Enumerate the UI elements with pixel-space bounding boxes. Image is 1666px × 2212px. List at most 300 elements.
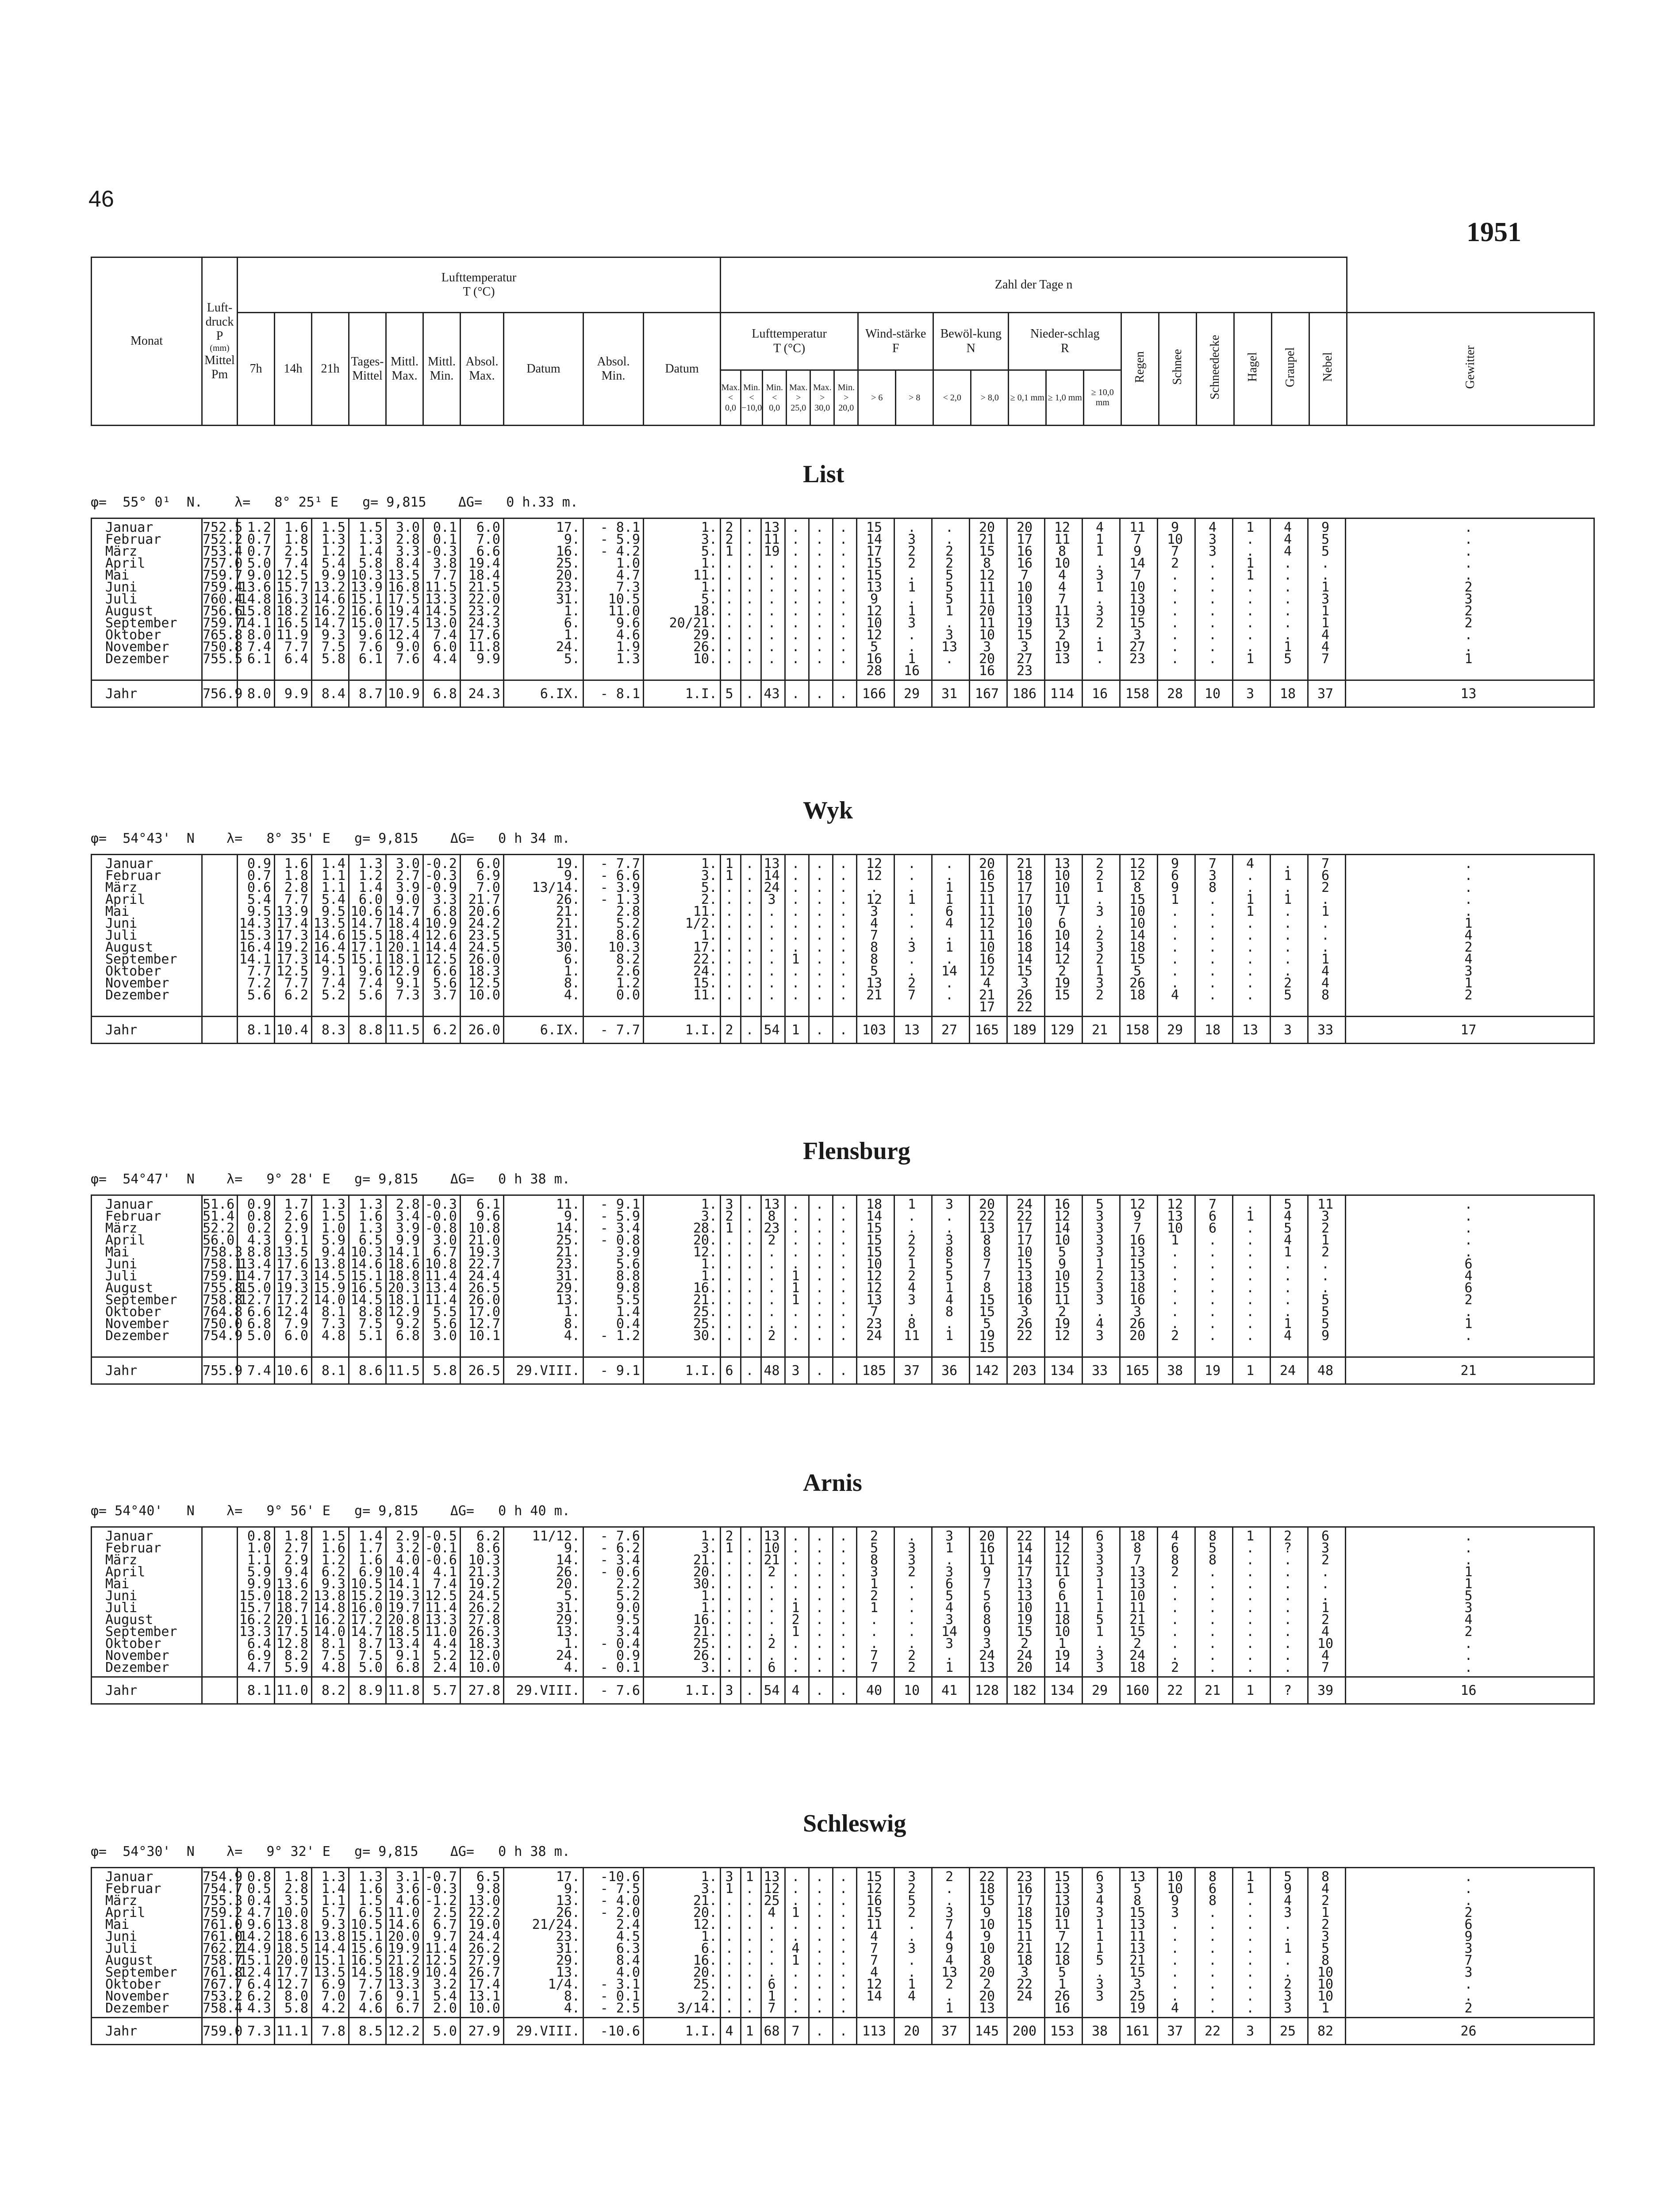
data-column: 51.6 51.4 52.2 56.0 758.3 758.1 759.1 755.8 758.8 764.8 750.0 754.9 xyxy=(202,1195,238,1357)
jahr-value: 6.8 xyxy=(423,680,461,707)
header-7h: 7h xyxy=(238,313,275,426)
schneedecke-label: Schneedecke xyxy=(1208,334,1222,399)
jahr-value: 129 xyxy=(1045,1017,1083,1044)
jahr-value: 755.9 xyxy=(202,1357,238,1384)
jahr-value: 3 xyxy=(1233,2018,1271,2045)
month-label: Juli xyxy=(105,1600,138,1616)
header-tagesmittel: Tages-Mittel xyxy=(349,313,386,426)
station-name: Schleswig xyxy=(803,1810,906,1837)
jahr-value: 8.0 xyxy=(238,680,275,707)
data-column: 0.1 0.1 -0.3 3.8 7.7 11.5 13.3 14.5 13.0 7.4 6.0 4.4 xyxy=(423,518,461,680)
data-column: 0.9 0.8 0.2 4.3 8.8 13.4 14.7 15.0 12.7 6.6 6.8 5.0 xyxy=(238,1195,275,1357)
jahr-value: 1.I. xyxy=(644,2018,721,2045)
jahr-value: 29 xyxy=(1083,1677,1120,1704)
jahr-value: 165 xyxy=(970,1017,1007,1044)
jahr-value: - 7.7 xyxy=(583,1017,644,1044)
schnee-label: Schnee xyxy=(1171,349,1185,385)
luftdruck-label: Luft-druck xyxy=(205,300,234,329)
jahr-value: 134 xyxy=(1045,1677,1083,1704)
month-label: Mai xyxy=(105,1244,130,1260)
station-name: Flensburg xyxy=(803,1137,910,1165)
bew-symbol: N xyxy=(966,341,975,355)
month-label: September xyxy=(105,615,177,631)
jahr-value: 22 xyxy=(1195,2018,1233,2045)
data-column: 1.5 1.3 1.2 5.4 9.9 13.2 14.6 16.2 14.7 9.3 7.5 5.8 xyxy=(312,518,349,680)
data-column: 8 4 2 1 2 3 5 8 10 10 10 1 xyxy=(1308,1868,1346,2018)
data-column: 6 3 4 3 1 1 1 5 . 3 3 xyxy=(1083,1868,1120,2018)
jahr-value: 114 xyxy=(1045,680,1083,707)
jahr-value: 31 xyxy=(932,680,970,707)
data-column: . . . . . 2 3 2 2 . . 1 xyxy=(1346,518,1594,680)
jahr-label: Jahr xyxy=(92,1357,202,1384)
jahr-value: 20 xyxy=(894,2018,932,2045)
data-column: 13 12 25 4 . . . . . 6 1 7 xyxy=(761,1868,785,2018)
data-column: 1.5 1.3 1.4 5.8 10.3 13.9 15.1 16.6 15.0 9.6 7.6 6.1 xyxy=(349,518,386,680)
data-column: 1.8 2.7 2.9 9.4 13.6 18.2 18.7 20.1 17.5 12.8 8.2 5.9 xyxy=(275,1527,312,1677)
data-column: 15 12 16 15 11 4 7 7 4 12 14 xyxy=(857,1868,894,2018)
data-column: 20 17 16 16 7 10 10 13 19 15 3 27 23 xyxy=(1007,518,1045,680)
station-name: Arnis xyxy=(803,1469,862,1497)
jahr-value: 1.I. xyxy=(644,1357,721,1384)
data-column: 3.1 3.6 4.6 11.0 14.6 20.0 19.9 21.2 18.9 13.3 9.1 6.7 xyxy=(386,1868,423,2018)
data-column: 0.8 0.5 0.4 4.7 9.6 14.2 14.9 15.1 12.4 6.4 6.2 4.3 xyxy=(238,1868,275,2018)
month-label: August xyxy=(105,1280,154,1296)
jahr-value: 10 xyxy=(1195,680,1233,707)
jahr-value: 186 xyxy=(1007,680,1045,707)
jahr-value: 1.I. xyxy=(644,1677,721,1704)
lt-sub-5: Min. > 20,0 xyxy=(834,370,858,426)
data-column: 2 2 1 . 3 . 2 3 2 1 3 2 xyxy=(1083,855,1120,1017)
data-column: 1 1 . . . . . . . . . . xyxy=(1233,1868,1271,2018)
jahr-value: 8.1 xyxy=(238,1017,275,1044)
data-column: . . . . . . . . . . . . xyxy=(833,1868,857,2018)
data-column: 1.2 0.7 0.7 5.0 9.0 13.6 14.8 15.8 14.1 8.0 7.4 6.1 xyxy=(238,518,275,680)
data-column: 1.3 1.2 1.4 6.0 10.6 14.7 15.5 17.1 15.1 9.6 7.4 5.6 xyxy=(349,855,386,1017)
bew-sub-1: > 8,0 xyxy=(971,370,1009,426)
data-column: 6.2 8.6 10.3 21.3 19.2 24.5 26.2 27.8 26.3 18.3 12.0 10.0 xyxy=(461,1527,504,1677)
jahr-value: - 9.1 xyxy=(583,1357,644,1384)
jahr-value xyxy=(202,1017,238,1044)
jahr-value: 6.IX. xyxy=(504,1017,583,1044)
jahr-value: 7.4 xyxy=(238,1357,275,1384)
data-column: 5 4 5 4 1 . . . . . 1 4 xyxy=(1271,1195,1308,1357)
jahr-value: . xyxy=(833,1017,857,1044)
jahr-value: 6 xyxy=(721,1357,741,1384)
jahr-value: 203 xyxy=(1007,1357,1045,1384)
jahr-value: 41 xyxy=(932,1677,970,1704)
data-column: 20 16 15 11 11 12 11 10 16 12 4 21 17 xyxy=(970,855,1007,1017)
data-column: 22 18 15 9 10 9 10 8 20 2 20 13 xyxy=(970,1868,1007,2018)
month-names xyxy=(92,1868,202,2018)
jahr-value: . xyxy=(833,1677,857,1704)
jahr-value: 40 xyxy=(857,1677,894,1704)
data-column: . . . . . . . . . . . . xyxy=(809,1195,833,1357)
jahr-value: 7.3 xyxy=(238,2018,275,2045)
data-column: 5 3 3 3 3 1 2 3 3 . 4 3 xyxy=(1083,1195,1120,1357)
nied-sub-2: ≥ 10,0 mm xyxy=(1084,370,1121,426)
data-column: 9 5 5 . . 1 3 1 1 4 4 7 xyxy=(1308,518,1346,680)
jahr-value: ? xyxy=(1271,1677,1308,1704)
data-column: -0.2 -0.3 -0.9 3.3 6.8 10.9 12.6 14.4 12.5 6.6 5.6 3.7 xyxy=(423,855,461,1017)
nied-sub-0: ≥ 0,1 mm xyxy=(1009,370,1046,426)
month-label: Juli xyxy=(105,591,138,607)
data-column: 16 12 14 10 5 9 10 15 11 2 19 12 xyxy=(1045,1195,1083,1357)
data-column: 3 . . 3 8 5 5 1 4 8 . 1 xyxy=(932,1195,970,1357)
data-column: 13 8 23 2 . . . . . . . 2 xyxy=(761,1195,785,1357)
month-label: Mai xyxy=(105,1917,130,1932)
jahr-label: Jahr xyxy=(92,1017,202,1044)
jahr-value: 161 xyxy=(1120,2018,1158,2045)
month-label: November xyxy=(105,975,169,991)
lt-sub-0: Max. < 0,0 xyxy=(721,370,741,426)
mittel-label: Mittel xyxy=(204,353,235,368)
data-column: 1. 3. 21. 20. 12. 1. 6. 16. 20. 25. 2. 3/14. xyxy=(644,1868,721,2018)
month-label: November xyxy=(105,1316,169,1332)
month-label: Februar xyxy=(105,1209,161,1224)
month-label: Oktober xyxy=(105,964,161,979)
data-column: 12 12 . 12 3 4 7 8 8 5 13 21 xyxy=(857,855,894,1017)
month-label: September xyxy=(105,1965,177,1980)
wind-sub-1: > 8 xyxy=(896,370,933,426)
jahr-value: 8.9 xyxy=(349,1677,386,1704)
jahr-value: 33 xyxy=(1083,1357,1120,1384)
jahr-value: 158 xyxy=(1120,680,1158,707)
header-mittl-min: Mittl. Min. xyxy=(423,313,461,426)
header-14h: 14h xyxy=(275,313,312,426)
data-column: 23 16 17 18 15 11 21 18 3 22 24 xyxy=(1007,1868,1045,2018)
data-column: 7 6 6 . . . . . . . . . xyxy=(1195,1195,1233,1357)
jahr-value: 18 xyxy=(1271,680,1308,707)
data-column: 1.4 1.7 1.6 6.9 10.5 15.2 16.0 17.2 14.7 8.7 7.5 5.0 xyxy=(349,1527,386,1677)
jahr-value: . xyxy=(741,1357,761,1384)
year-title: 1951 xyxy=(1466,217,1521,247)
jahr-value: 37 xyxy=(1158,2018,1195,2045)
data-column: 15 13 13 10 11 7 12 18 5 1 26 16 xyxy=(1045,1868,1083,2018)
month-label: Juni xyxy=(105,580,138,595)
jahr-value: . xyxy=(809,2018,833,2045)
jahr-value: 142 xyxy=(970,1357,1007,1384)
jahr-value: 134 xyxy=(1045,1357,1083,1384)
data-column: . 3 2 2 . 1 . 1 3 . . 1 16 xyxy=(894,518,932,680)
regen-label: Regen xyxy=(1133,351,1147,383)
data-column: 1.3 1.6 1.3 6.5 10.3 14.6 15.1 16.5 14.5 8.8 7.5 5.1 xyxy=(349,1195,386,1357)
data-column: . . . 2 6 9 3 7 3 . . 2 xyxy=(1346,1868,1594,2018)
lufttemperatur-label: Lufttemperatur xyxy=(441,270,517,284)
data-column: 10 10 9 3 . . . . . . . 4 xyxy=(1158,1868,1195,2018)
data-column: . . . . . . . . 1 . . . xyxy=(785,855,809,1017)
header-gewitter xyxy=(1347,313,1594,426)
jahr-value: 8.1 xyxy=(312,1357,349,1384)
data-column: 11/12. 9. 14. 26. 20. 5. 31. 29. 13. 1. 24. 4. xyxy=(504,1527,583,1677)
month-label: März xyxy=(105,1893,138,1909)
month-label: Oktober xyxy=(105,1636,161,1651)
data-column: 1. 3. 28. 20. 12. 1. 1. 16. 21. 25. 25. 30. xyxy=(644,1195,721,1357)
month-label: September xyxy=(105,1292,177,1308)
month-label: Januar xyxy=(105,520,154,535)
month-label: Juni xyxy=(105,1256,138,1272)
jahr-value: 6.IX. xyxy=(504,680,583,707)
jahr-value: - 8.1 xyxy=(583,680,644,707)
station-table xyxy=(91,518,1595,708)
jahr-value: 8.2 xyxy=(312,1677,349,1704)
month-names xyxy=(92,1195,202,1357)
month-label: März xyxy=(105,544,138,559)
lufttemperatur-unit: T (°C) xyxy=(463,285,495,299)
data-column: . . . . . . . . . . . . xyxy=(741,1527,761,1677)
data-column: . . . . . . . . . . . . xyxy=(833,855,857,1017)
month-label: Juli xyxy=(105,1268,138,1284)
data-column: 7 3 8 . . . . . . . . . xyxy=(1195,855,1233,1017)
jahr-value: 24 xyxy=(1271,1357,1308,1384)
data-column: 1.3 1.5 1.0 5.9 9.4 13.8 14.5 15.9 14.0 8.1 7.3 4.8 xyxy=(312,1195,349,1357)
data-column: 13 5 8 15 13 11 13 21 15 3 25 19 xyxy=(1120,1868,1158,2018)
data-column: . . . . . . . . . . . . xyxy=(809,518,833,680)
jahr-value: . xyxy=(809,1677,833,1704)
data-column: 3 2 1 . . . . . . . . . xyxy=(721,1195,741,1357)
station-table xyxy=(91,1194,1595,1385)
data-column: 12 12 8 15 10 10 14 18 15 5 26 18 xyxy=(1120,855,1158,1017)
jahr-value: 3 xyxy=(1233,680,1271,707)
wind-symbol: F xyxy=(892,341,899,355)
jahr-value: 29.VIII. xyxy=(504,2018,583,2045)
data-column: 11 3 2 1 2 . . . 5 5 5 9 xyxy=(1308,1195,1346,1357)
jahr-value: 8.1 xyxy=(238,1677,275,1704)
jahr-value: 29.VIII. xyxy=(504,1677,583,1704)
jahr-value: 1.I. xyxy=(644,680,721,707)
jahr-value: . xyxy=(741,1677,761,1704)
jahr-value: 1 xyxy=(785,1017,809,1044)
data-column: . . . . . . . . . . . . xyxy=(833,1195,857,1357)
jahr-value: 37 xyxy=(1308,680,1346,707)
header-wind xyxy=(858,313,933,370)
data-column: . . 1 1 6 4 . 1 . 14 . . xyxy=(932,855,970,1017)
jahr-value: . xyxy=(809,680,833,707)
data-column: 1.6 1.8 2.5 7.4 12.5 15.7 16.3 18.2 16.5 11.9 7.7 6.4 xyxy=(275,518,312,680)
jahr-value: -10.6 xyxy=(583,2018,644,2045)
data-column: 4 3 3 . . . . . . . . . xyxy=(1195,518,1233,680)
header-mittl-max: Mittl. Max. xyxy=(386,313,423,426)
data-column: 18 14 15 15 15 10 12 12 13 7 23 24 xyxy=(857,1195,894,1357)
jahr-value: . xyxy=(833,2018,857,2045)
data-column: -0.7 -0.3 -1.2 2.5 6.7 9.7 11.4 12.5 10.4 3.2 5.4 2.0 xyxy=(423,1868,461,2018)
station-coordinates: φ= 54°43' N λ= 8° 35' E g= 9,815 ΔG= 0 h 34 m. xyxy=(91,831,570,846)
month-label: Dezember xyxy=(105,987,169,1003)
wind-label: Wind-stärke xyxy=(865,327,926,341)
jahr-value: 38 xyxy=(1083,2018,1120,2045)
station-coordinates: φ= 54°30' N λ= 9° 32' E g= 9,815 ΔG= 0 h 38 m. xyxy=(91,1844,570,1859)
data-column: -0.3 -0.0 -0.8 3.0 6.7 10.8 11.4 13.4 11.4 5.5 5.6 3.0 xyxy=(423,1195,461,1357)
month-label: Februar xyxy=(105,1881,161,1897)
data-column: 1.5 1.6 1.2 6.2 9.3 13.8 14.8 16.2 14.0 8.1 7.5 4.8 xyxy=(312,1527,349,1677)
month-label: Dezember xyxy=(105,651,169,667)
month-label: Januar xyxy=(105,1197,154,1212)
jahr-value: 24.3 xyxy=(461,680,504,707)
data-column: 1.7 2.6 2.9 9.1 13.5 17.6 17.3 19.3 17.2 12.4 7.9 6.0 xyxy=(275,1195,312,1357)
jahr-value: 21 xyxy=(1195,1677,1233,1704)
data-column: 8 6 8 . . . . . . . . . xyxy=(1195,1868,1233,2018)
data-column: 1 . . . . . . . . . . . xyxy=(1233,1527,1271,1677)
data-column: 2 1 . . . . . . . . . . xyxy=(721,1527,741,1677)
header-regen xyxy=(1121,313,1159,426)
data-column: 1.3 1.6 1.5 6.5 10.5 15.1 15.6 16.5 14.5 7.7 7.6 4.6 xyxy=(349,1868,386,2018)
jahr-value: 167 xyxy=(970,680,1007,707)
gewitter-label: Gewitter xyxy=(1463,345,1478,389)
jahr-value: 39 xyxy=(1308,1677,1346,1704)
jahr-value: 166 xyxy=(857,680,894,707)
jahr-value: 103 xyxy=(857,1017,894,1044)
jahr-value: 25 xyxy=(1271,2018,1308,2045)
data-column: - 7.7 - 6.6 - 3.9 - 1.3 2.8 5.2 8.6 10.3 8.2 2.6 1.2 0.0 xyxy=(583,855,644,1017)
jahr-value: 189 xyxy=(1007,1017,1045,1044)
jahr-value: 22 xyxy=(1158,1677,1195,1704)
month-label: Januar xyxy=(105,856,154,872)
jahr-value: 4 xyxy=(721,2018,741,2045)
jahr-value: . xyxy=(809,1017,833,1044)
jahr-value: 43 xyxy=(761,680,785,707)
month-label: Januar xyxy=(105,1528,154,1544)
data-column: 13 10 21 2 . . . . . 2 . 6 xyxy=(761,1527,785,1677)
jahr-value: 10 xyxy=(894,1677,932,1704)
station-name: Wyk xyxy=(803,797,853,824)
month-label: Dezember xyxy=(105,2001,169,2016)
data-column: 2 . . 3 7 4 9 4 13 2 . 1 xyxy=(932,1868,970,2018)
month-label: November xyxy=(105,1989,169,2004)
jahr-value: 8.8 xyxy=(349,1017,386,1044)
data-column: . 1 . 1 . . . . . . 2 5 xyxy=(1271,855,1308,1017)
jahr-value: 4 xyxy=(785,1677,809,1704)
station-coordinates: φ= 54°47' N λ= 9° 28' E g= 9,815 ΔG= 0 h 38 m. xyxy=(91,1171,570,1187)
jahr-value: 54 xyxy=(761,1017,785,1044)
jahr-value: 16 xyxy=(1346,1677,1594,1704)
header-hagel xyxy=(1234,313,1272,426)
month-label: März xyxy=(105,1552,138,1568)
jahr-value: 8.3 xyxy=(312,1017,349,1044)
month-label: August xyxy=(105,940,154,955)
month-label: Juni xyxy=(105,1588,138,1604)
data-column: 19. 9. 13/14. 26. 21. 21. 31. 30. 6. 1. 8. 4. xyxy=(504,855,583,1017)
data-column: 20 21 15 8 12 11 11 20 11 10 3 20 16 xyxy=(970,518,1007,680)
data-column: 2 5 8 3 1 2 1 . . . 7 7 xyxy=(857,1527,894,1677)
month-label: August xyxy=(105,1953,154,1968)
jahr-value: 16 xyxy=(1083,680,1120,707)
month-label: August xyxy=(105,1612,154,1628)
data-column: - 7.6 - 6.2 - 3.4 - 0.6 2.2 5.2 9.0 9.5 3.4 - 0.4 0.9 - 0.1 xyxy=(583,1527,644,1677)
jahr-value: 26 xyxy=(1346,2018,1594,2045)
station-table xyxy=(91,1526,1595,1705)
data-column: -10.6 - 7.5 - 4.0 - 2.0 2.4 4.5 6.3 8.4 4.0 - 3.1 - 0.1 - 2.5 xyxy=(583,1868,644,2018)
header-lt-days xyxy=(721,313,858,370)
month-label: März xyxy=(105,880,138,895)
month-label: April xyxy=(105,1564,146,1580)
header-datum: Datum xyxy=(504,313,583,426)
jahr-value: 9.9 xyxy=(275,680,312,707)
jahr-value: 5.8 xyxy=(423,1357,461,1384)
jahr-value: 200 xyxy=(1007,2018,1045,2045)
nied-sub-1: ≥ 1,0 mm xyxy=(1046,370,1084,426)
data-column: 20 22 13 8 8 7 7 8 15 15 5 19 15 xyxy=(970,1195,1007,1357)
jahr-value: 12.2 xyxy=(386,2018,423,2045)
jahr-value: 27.9 xyxy=(461,2018,504,2045)
jahr-value: 13 xyxy=(894,1017,932,1044)
data-column: 7 6 2 . 1 . . . 1 4 4 8 xyxy=(1308,855,1346,1017)
header-bewoelkung xyxy=(933,313,1009,370)
month-label: November xyxy=(105,1648,169,1663)
month-label: März xyxy=(105,1221,138,1236)
month-label: November xyxy=(105,639,169,655)
data-column: 0.8 1.0 1.1 5.9 9.9 15.0 15.7 16.2 13.3 6.4 6.9 4.7 xyxy=(238,1527,275,1677)
jahr-value: 3 xyxy=(1271,1017,1308,1044)
jahr-value: 8.4 xyxy=(312,680,349,707)
header-absol-min: Absol. Min. xyxy=(583,313,644,426)
table-header xyxy=(91,257,1595,426)
data-column: 1. 3. 5. 1. 11. 1. 5. 18. 20/21. 29. 26. 10. xyxy=(644,518,721,680)
jahr-value: 19 xyxy=(1195,1357,1233,1384)
jahr-value: 68 xyxy=(761,2018,785,2045)
jahr-value: 10.9 xyxy=(386,680,423,707)
data-column: . 3 3 2 . . . . . . 2 2 xyxy=(894,1527,932,1677)
jahr-label: Jahr xyxy=(92,1677,202,1704)
jahr-value: 82 xyxy=(1308,2018,1346,2045)
data-column: . . . . . . . . . . . . xyxy=(785,518,809,680)
data-column: . . . 1 . . 4 1 . . . . xyxy=(785,1868,809,2018)
jahr-value: 165 xyxy=(1120,1357,1158,1384)
jahr-value: 10.4 xyxy=(275,1017,312,1044)
jahr-value: 3 xyxy=(785,1357,809,1384)
data-column: . 1 . . . . . . . . . . xyxy=(1233,1195,1271,1357)
jahr-value: 8.5 xyxy=(349,2018,386,2045)
data-column: 13 14 24 3 . . . . . . . . xyxy=(761,855,785,1017)
header-schnee xyxy=(1159,313,1197,426)
page-number: 46 xyxy=(88,186,114,212)
header-schneedecke xyxy=(1197,313,1234,426)
data-column: 1. 3. 21. 20. 30. 1. 1. 16. 21. 25. 26. 3. xyxy=(644,1527,721,1677)
station-table xyxy=(91,854,1595,1044)
data-column: . . . . . . . . . . . . xyxy=(833,1527,857,1677)
data-column: . . . . . . 1 1 1 . . . xyxy=(785,1195,809,1357)
data-column: . . . . . . . . . . . . xyxy=(741,855,761,1017)
jahr-value: 28 xyxy=(1158,680,1195,707)
data-column: 12 9 7 16 13 15 13 18 16 3 26 20 xyxy=(1120,1195,1158,1357)
jahr-value: 7.8 xyxy=(312,2018,349,2045)
jahr-value: 158 xyxy=(1120,1017,1158,1044)
month-label: Dezember xyxy=(105,1660,169,1675)
data-column: 3 1 . 3 6 5 4 3 14 3 . 1 xyxy=(932,1527,970,1677)
data-column: . . . . . 6 4 6 2 . 1 . xyxy=(1346,1195,1594,1357)
hagel-label: Hagel xyxy=(1246,352,1260,382)
jahr-value: 6.2 xyxy=(423,1017,461,1044)
data-column: 3.0 2.8 3.3 8.4 13.5 16.8 17.5 19.4 17.5 12.4 9.0 7.6 xyxy=(386,518,423,680)
month-label: August xyxy=(105,603,154,619)
data-column: 12 13 10 1 . . . . . . . 2 xyxy=(1158,1195,1195,1357)
jahr-value: 11.1 xyxy=(275,2018,312,2045)
month-label: Februar xyxy=(105,1540,161,1556)
month-label: Dezember xyxy=(105,1328,169,1344)
jahr-value xyxy=(202,1677,238,1704)
lt-days-unit: T (°C) xyxy=(773,341,806,355)
data-column: 752.5 752.2 753.4 757.0 759.7 759.4 760.4 756.6 759.7 765.8 750.8 755.5 xyxy=(202,518,238,680)
data-column: 12 11 8 10 4 4 7 11 13 2 19 13 xyxy=(1045,518,1083,680)
month-label: Oktober xyxy=(105,627,161,643)
jahr-value: 17 xyxy=(1346,1017,1594,1044)
jahr-value: 33 xyxy=(1308,1017,1346,1044)
data-column: 1 . . 2 2 1 2 4 3 . 8 11 xyxy=(894,1195,932,1357)
jahr-value: 11.5 xyxy=(386,1357,423,1384)
data-column: 9 10 7 2 . . . . . . . . xyxy=(1158,518,1195,680)
data-column: 17. 9. 13. 26. 21/24. 23. 31. 29. 13. 1/4. 8. 4. xyxy=(504,1868,583,2018)
jahr-value: 8.7 xyxy=(349,680,386,707)
header-monat: Monat xyxy=(92,257,202,426)
station-coordinates: φ= 54°40' N λ= 9° 56' E g= 9,815 ΔG= 0 h 40 m. xyxy=(91,1503,570,1519)
